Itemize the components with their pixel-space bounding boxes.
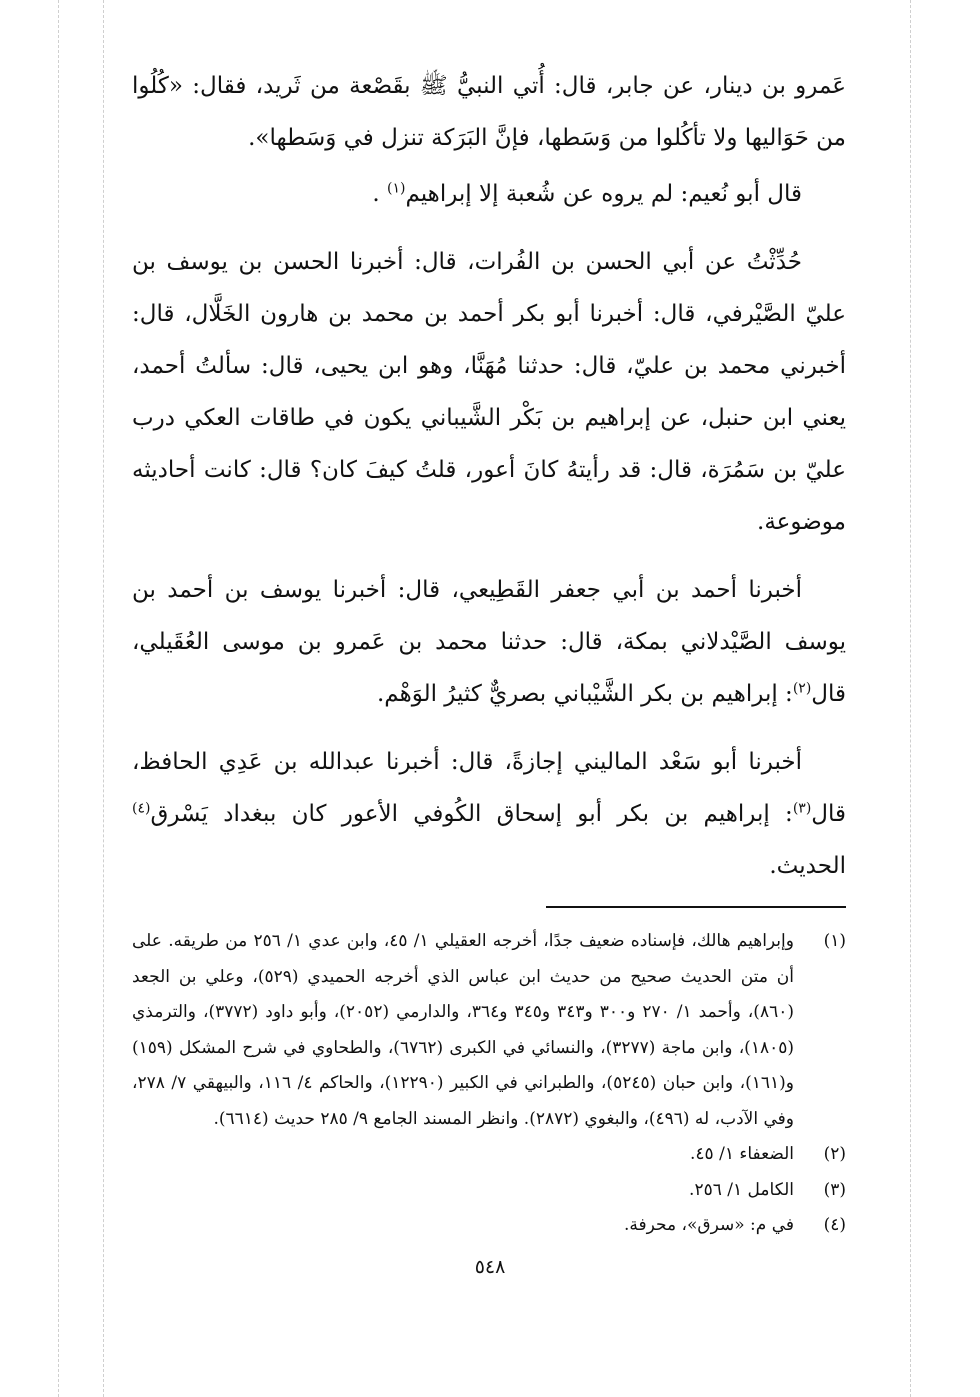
- footnote-text: الكامل ١/ ٢٥٦.: [689, 1179, 794, 1200]
- paragraph-al-qatii-text: أخبرنا أحمد بن أبي جعفر القَطِيعي، قال: أخبرنا يوسف بن أحمد بن يوسف الصَّيْدلاني بمكة، قال: حدثنا محمد بن عَمرو بن موسى العُقَيلي، قال: [132, 577, 846, 707]
- footnote-separator: [546, 906, 846, 908]
- paragraph-abu-nuaym-text: قال أبو نُعيم: لم يروه عن شُعبة إلا إبراهيم: [405, 181, 802, 207]
- footnote-ref-3: (٣): [792, 800, 812, 817]
- footnotes: [132, 924, 846, 1244]
- page-number: ٥٤٨: [474, 1256, 506, 1278]
- paragraph-hadith: عَمرو بن دينار، عن جابر، قال: أُتي النبيُّ ﷺ بقَصْعة من ثَريد، فقال: «كُلُوا من حَوَاليها ولا تأكُلوا من وَسَطها، فإنَّ البَرَكة تنزل في وَسَطها».: [132, 73, 846, 151]
- paragraph-al-malini: [132, 736, 846, 892]
- footnote-item: [132, 1208, 846, 1244]
- footnote-text: الضعفاء ١/ ٤٥.: [690, 1144, 794, 1164]
- footnote-item: [132, 1137, 846, 1173]
- footnote-number: (٤): [823, 1215, 846, 1235]
- footnote-ref-1: (١): [386, 180, 406, 197]
- main-text: [132, 60, 846, 892]
- paragraph-ibn-al-furat: حُدِّثْتُ عن أبي الحسن بن الفُرات، قال: أخبرنا الحسن بن يوسف بن عليّ الصَّيْرفي، قال: أخبرنا أبو بكر أحمد بن محمد بن هارون الخَلَّال، قال: أخبرني محمد بن عليّ، قال: حدثنا مُهَنَّا، وهو ابن يحيى، قال: سألتُ أحمد، يعني ابن حنبل، عن إبراهيم بن بَكْر الشَّيباني يكون في طاقات العكي درب عليّ بن سَمُرَة، قال: قد رأيتهُ كانَ أعور، قلتُ كيفَ كان؟ قال: كانت أحاديثه موضوعة.: [132, 249, 846, 535]
- margin-guide-left-inner: [103, 0, 104, 1397]
- footnote-text: وإبراهيم هالك، فإسناده ضعيف جدًا، أخرجه العقيلي ١/ ٤٥، وابن عدي ١/ ٢٥٦ من طريقه. على أن متن الحديث صحيح من حديث ابن عباس الذي أخرجه الحميدي (٥٢٩)، وعلي بن الجعد (٨٦٠)، وأحمد ١/ ٢٧٠ و٣٠٠ و٣٤٣ و٣٤٥ و٣٦٤، والدارمي (٢٠٥٢)، وأبو داود (٣٧٧٢)، والترمذي (١٨٠٥)، وابن ماجة (٣٢٧٧)، والنسائي في الكبرى (٦٧٦٢)، والطحاوي في شرح المشكل (١٥٩) و(١٦١)، وابن حبان (٥٢٤٥)، والطبراني في الكبير (١٢٢٩٠)، والحاكم ٤/ ١١٦، والبيهقي ٧/ ٢٧٨، وفي الآدب، له (٤٩٦)، والبغوي (٢٨٧٢). وانظر المسند الجامع ٩/ ٢٨٥ حديث (٦٦١٤).: [132, 931, 794, 1129]
- paragraph-al-qatii-end: : إبراهيم بن بكر الشَّيْباني بصريٌّ كثيرُ الوَهْم.: [376, 681, 793, 707]
- footnote-item: [132, 924, 846, 1137]
- footnote-item: [132, 1173, 846, 1209]
- paragraph-al-malini-end: الحديث.: [769, 853, 846, 879]
- footnote-number: (٣): [823, 1179, 846, 1200]
- footnote-number: (١): [823, 931, 846, 951]
- paragraph-abu-nuaym: [132, 168, 846, 220]
- margin-guide-right: [910, 0, 911, 1397]
- footnote-number: (٢): [823, 1144, 846, 1164]
- footnote-text: في م: «سرق»، محرفة.: [624, 1215, 794, 1235]
- page-content: [132, 60, 846, 1244]
- paragraph-al-malini-mid: : إبراهيم بن بكر أبو إسحاق الكُوفي الأعور كان ببغداد يَسْرق: [150, 801, 793, 827]
- footnote-ref-2: (٢): [792, 680, 812, 697]
- paragraph-al-qatii: [132, 564, 846, 720]
- margin-guide-left-outer: [58, 0, 59, 1397]
- paragraph-al-malini-text: أخبرنا أبو سَعْد الماليني إجازةً، قال: أخبرنا عبدالله بن عَدِي الحافظ، قال: [132, 749, 846, 827]
- footnote-ref-4: (٤): [132, 800, 151, 817]
- paragraph-abu-nuaym-end: .: [372, 181, 387, 207]
